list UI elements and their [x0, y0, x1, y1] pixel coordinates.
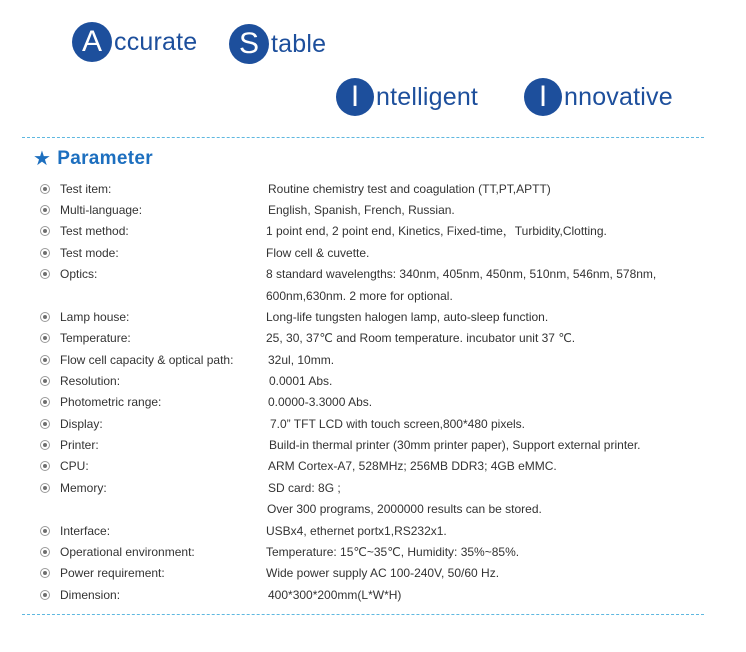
bullet-icon: [40, 226, 50, 236]
letter-badge-icon: A: [72, 22, 112, 62]
param-label: Interface:: [60, 523, 111, 538]
feature-text: nnovative: [564, 82, 673, 111]
param-value: 600nm,630nm. 2 more for optional.: [266, 288, 453, 303]
feature-intelligent: [336, 78, 478, 116]
bullet-icon: [40, 355, 50, 365]
param-label: Power requirement:: [60, 565, 165, 580]
param-label: Optics:: [60, 266, 98, 281]
bullet-icon: [40, 483, 50, 493]
param-label: Test mode:: [60, 245, 119, 260]
section-title-text: Parameter: [57, 147, 153, 169]
letter-badge-icon: I: [336, 78, 374, 116]
bullet-icon: [40, 269, 50, 279]
param-label: Test method:: [60, 223, 129, 238]
param-label: Operational environment:: [60, 544, 195, 559]
param-value: Over 300 programs, 2000000 results can be stored.: [267, 501, 542, 516]
param-label: Photometric range:: [60, 394, 162, 409]
param-label: Multi-language:: [60, 202, 143, 217]
bullet-icon: [40, 248, 50, 258]
param-value: 8 standard wavelengths: 340nm, 405nm, 450nm, 510nm, 546nm, 578nm,: [266, 266, 657, 281]
param-label: CPU:: [60, 458, 89, 473]
param-value: English, Spanish, French, Russian.: [268, 202, 455, 217]
bullet-icon: [40, 440, 50, 450]
param-value: 400*300*200mm(L*W*H): [268, 587, 402, 602]
param-value: 32ul, 10mm.: [268, 352, 335, 367]
param-value: 7.0” TFT LCD with touch screen,800*480 pixels.: [270, 416, 526, 431]
bullet-icon: [40, 184, 50, 194]
param-value: 25, 30, 37℃ and Room temperature. incubator unit 37 ℃.: [266, 330, 576, 345]
bullet-icon: [40, 333, 50, 343]
feature-text: ccurate: [114, 27, 198, 56]
bullet-icon: [40, 526, 50, 536]
letter-badge-icon: S: [229, 24, 269, 64]
feature-innovative: [524, 78, 673, 116]
param-value: Routine chemistry test and coagulation (TT,PT,APTT): [268, 181, 551, 196]
feature-text: table: [271, 29, 327, 58]
param-label: Temperature:: [60, 330, 131, 345]
param-label: Resolution:: [60, 373, 121, 388]
bullet-icon: [40, 397, 50, 407]
section-title: [33, 146, 153, 171]
bullet-icon: [40, 568, 50, 578]
star-icon: ★: [33, 148, 52, 170]
bullet-icon: [40, 312, 50, 322]
param-value: Wide power supply AC 100-240V, 50/60 Hz.: [266, 565, 500, 580]
feature-accurate: [72, 22, 197, 62]
bottom-divider: [22, 614, 704, 615]
bullet-icon: [40, 547, 50, 557]
feature-stable: [229, 24, 326, 64]
letter-badge-icon: I: [524, 78, 562, 116]
param-label: Dimension:: [60, 587, 121, 602]
param-value: USBx4, ethernet portx1,RS232x1.: [266, 523, 447, 538]
bullet-icon: [40, 376, 50, 386]
top-divider: [22, 137, 704, 138]
param-value: 1 point end, 2 point end, Kinetics, Fixed-time，Turbidity,Clotting.: [266, 224, 607, 238]
bullet-icon: [40, 590, 50, 600]
param-label: Test item:: [60, 181, 112, 196]
param-value: SD card: 8G ;: [268, 480, 341, 495]
param-value: ARM Cortex-A7, 528MHz; 256MB DDR3; 4GB eMMC.: [268, 458, 557, 473]
param-value: Temperature: 15℃~35℃, Humidity: 35%~85%.: [266, 544, 520, 559]
param-label: Printer:: [60, 437, 99, 452]
param-value: Long-life tungsten halogen lamp, auto-sleep function.: [266, 309, 549, 324]
param-value: Flow cell & cuvette.: [266, 245, 370, 260]
param-value: Build-in thermal printer (30mm printer paper), Support external printer.: [269, 437, 641, 452]
param-label: Lamp house:: [60, 309, 130, 324]
param-label: Memory:: [60, 480, 107, 495]
feature-text: ntelligent: [376, 82, 479, 111]
bullet-icon: [40, 205, 50, 215]
param-value: 0.0000-3.3000 Abs.: [268, 394, 373, 409]
bullet-icon: [40, 419, 50, 429]
bullet-icon: [40, 461, 50, 471]
param-label: Flow cell capacity & optical path:: [60, 352, 234, 367]
param-value: 0.0001 Abs.: [269, 373, 333, 388]
param-label: Display:: [60, 416, 103, 431]
